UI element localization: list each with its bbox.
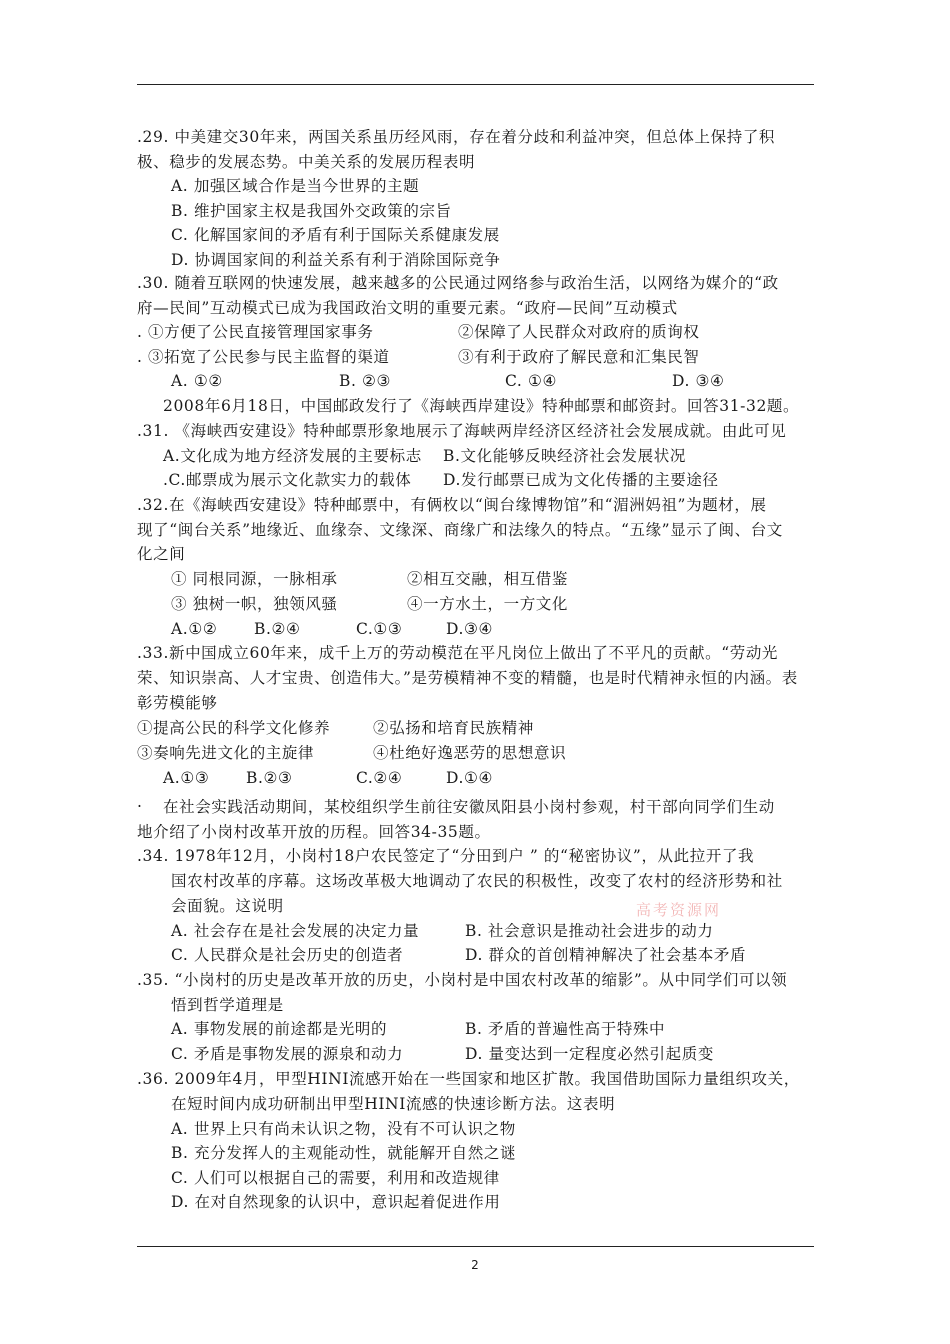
text-line: D. ③④ [672, 372, 725, 390]
text-line: C. 人民群众是社会历史的创造者 [171, 946, 404, 964]
text-line: D.发行邮票已成为文化传播的主要途径 [443, 471, 719, 489]
text-line: .29. 中美建交30年来，两国关系虽历经风雨，存在着分歧和利益冲突，但总体上保持了积 [137, 128, 776, 146]
text-line: .34. 1978年12月，小岗村18户农民签定了“分田到户 ” 的“秘密协议”，从此拉开了我 [137, 847, 755, 865]
watermark: 高考资源网 [636, 901, 722, 919]
text-line: D. 量变达到一定程度必然引起质变 [465, 1045, 714, 1063]
text-line: .33.新中国成立60年来，成千上万的劳动模范在平凡岗位上做出了不平凡的贡献。“劳动光 [137, 644, 779, 662]
text-line: B. 矛盾的普遍性高于特殊中 [465, 1020, 666, 1038]
text-line: B.文化能够反映经济社会发展状况 [443, 447, 686, 465]
text-line: ①提高公民的科学文化修养 [137, 719, 331, 737]
text-line: .31. 《海峡西安建设》特种邮票形象地展示了海峡两岸经济区经济社会发展成就。由此可见 [137, 422, 787, 440]
text-line: D.①④ [446, 769, 493, 787]
text-line: 在社会实践活动期间，某校组织学生前往安徽凤阳县小岗村参观，村干部向同学们生动 [163, 798, 775, 816]
text-line: .30. 随着互联网的快速发展，越来越多的公民通过网络参与政治生活，以网络为媒介的“政 [137, 274, 779, 292]
text-line: ① 同根同源，一脉相承 [171, 570, 338, 588]
text-line: C.②④ [356, 769, 403, 787]
text-line: B. 充分发挥人的主观能动性，就能解开自然之谜 [171, 1144, 517, 1162]
text-line: A. 事物发展的前途都是光明的 [171, 1020, 388, 1038]
text-line: A. 加强区域合作是当今世界的主题 [171, 177, 420, 195]
text-line: 会面貌。这说明 [171, 897, 284, 915]
text-line: ④一方水土，一方文化 [407, 595, 569, 613]
text-line: ③有利于政府了解民意和汇集民智 [458, 348, 700, 366]
footer-rule [137, 1246, 814, 1247]
text-line: C. 化解国家间的矛盾有利于国际关系健康发展 [171, 226, 500, 244]
text-line: D. 在对自然现象的认识中，意识起着促进作用 [171, 1193, 501, 1211]
text-line: A.①② [171, 620, 218, 638]
text-line: .35. “小岗村的历史是改革开放的历史，小岗村是中国农村改革的缩影”。从中同学们可以领 [137, 971, 788, 989]
text-line: B. ②③ [339, 372, 392, 390]
text-line: .C.邮票成为展示文化款实力的载体 [163, 471, 412, 489]
text-line: 现了“闽台关系”地缘近、血缘奈、文缘深、商缘广和法缘久的特点。“五缘”显示了闽、台文 [137, 521, 783, 539]
text-line: 极、稳步的发展态势。中美关系的发展历程表明 [137, 153, 476, 171]
text-line: C.①③ [356, 620, 403, 638]
text-line: A.文化成为地方经济发展的主要标志 [163, 447, 422, 465]
text-line: .36. 2009年4月，甲型HINI流感开始在一些国家和地区扩散。我国借助国际力量组织攻关， [137, 1070, 800, 1088]
text-line: ④杜绝好逸恶劳的思想意识 [373, 744, 567, 762]
text-line: C. ①④ [505, 372, 557, 390]
text-line: ②保障了人民群众对政府的质询权 [458, 323, 700, 341]
text-line: 府—民间”互动模式已成为我国政治文明的重要元素。“政府—民间”互动模式 [137, 299, 678, 317]
text-line: . ①方便了公民直接管理国家事务 [137, 323, 374, 341]
text-line: 悟到哲学道理是 [171, 996, 284, 1014]
text-line: 彰劳模能够 [137, 694, 218, 712]
text-line: D.③④ [446, 620, 493, 638]
text-line: . ③拓宽了公民参与民主监督的渠道 [137, 348, 390, 366]
text-line: A. 世界上只有尚未认识之物，没有不可认识之物 [171, 1120, 516, 1138]
text-line: A.①③ [163, 769, 210, 787]
text-line: 在短时间内成功研制出甲型HINI流感的快速诊断方法。这表明 [171, 1095, 616, 1113]
text-line: . [137, 793, 143, 811]
text-line: .32.在《海峡西安建设》特种邮票中，有俩枚以“闽台缘博物馆”和“湄洲妈祖”为题材，展 [137, 496, 767, 514]
text-line: 2008年6月18日，中国邮政发行了《海峡西岸建设》特种邮票和邮资封。回答31-32题。 [163, 397, 800, 415]
text-line: B.②③ [246, 769, 293, 787]
text-line: C. 矛盾是事物发展的源泉和动力 [171, 1045, 404, 1063]
text-line: C. 人们可以根据自己的需要，利用和改造规律 [171, 1169, 500, 1187]
text-line: 地介绍了小岗村改革开放的历程。回答34-35题。 [137, 823, 491, 841]
text-line: A. 社会存在是社会发展的决定力量 [171, 922, 420, 940]
text-line: ②弘扬和培育民族精神 [373, 719, 535, 737]
text-line: A. ①② [171, 372, 223, 390]
text-line: B. 维护国家主权是我国外交政策的宗旨 [171, 202, 452, 220]
text-line: 国农村改革的序幕。这场改革极大地调动了农民的积极性，改变了农村的经济形势和社 [171, 872, 783, 890]
text-line: 化之间 [137, 545, 186, 563]
header-rule [137, 84, 814, 85]
text-line: ②相互交融，相互借鉴 [407, 570, 569, 588]
text-line: B.②④ [254, 620, 301, 638]
text-line: 荣、知识崇高、人才宝贵、创造伟大。”是劳模精神不变的精髓，也是时代精神永恒的内涵。表 [137, 669, 798, 687]
text-line: D. 群众的首创精神解决了社会基本矛盾 [465, 946, 747, 964]
text-line: D. 协调国家间的利益关系有利于消除国际竞争 [171, 251, 501, 269]
text-line: ③奏响先进文化的主旋律 [137, 744, 315, 762]
page-number: 2 [471, 1258, 479, 1272]
text-line: B. 社会意识是推动社会进步的动力 [465, 922, 714, 940]
text-line: ③ 独树一帜，独领风骚 [171, 595, 338, 613]
